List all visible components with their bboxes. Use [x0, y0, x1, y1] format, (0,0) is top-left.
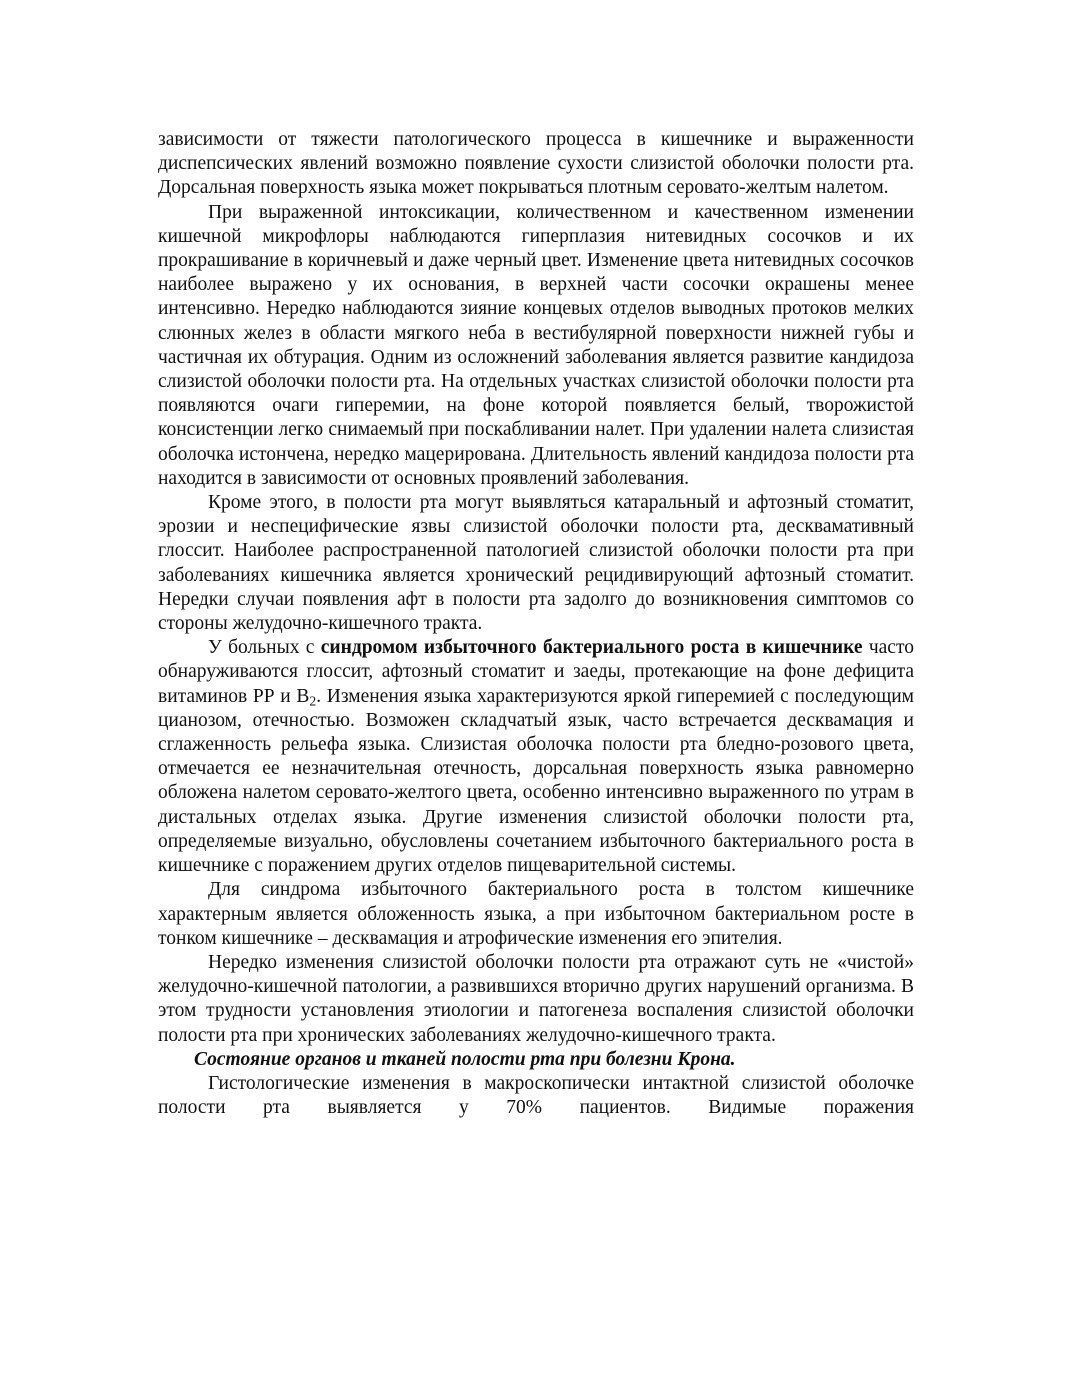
paragraph-5: Для синдрома избыточного бактериального роста в толстом кишечнике характерным является обложенность языка, а при избыточном бактериальном росте в тонком кишечнике – десквамация и атрофические изменения его эпителия.: [158, 879, 914, 949]
paragraph-4: [158, 636, 914, 878]
paragraph-4-end: . Изменения языка характеризуются яркой гиперемией с последующим цианозом, отечностью. Возможен складчатый язык, часто встречается десквамация и сглаженность рельефа языка. Слизистая оболочка полости рта бледно-розового цвета, отмечается ее незначительная отечность, дорсальная поверхность языка равномерно обложена налетом серовато-желтого цвета, особенно интенсивно выраженного по утрам в дистальных отделах языка. Другие изменения слизистой оболочки полости рта, определяемые визуально, обусловлены сочетанием избыточного бактериального роста в кишечнике с поражением других отделов пищеварительной системы.: [158, 685, 914, 877]
section-heading: Состояние органов и тканей полости рта при болезни Крона.: [194, 1048, 736, 1070]
paragraph-4-start: У больных с: [208, 637, 321, 659]
paragraph-4-bold-term: синдромом избыточного бактериального роста в кишечнике: [320, 637, 863, 659]
paragraph-1: зависимости от тяжести патологического процесса в кишечнике и выраженности диспепсических явлений возможно появление сухости слизистой оболочки полости рта. Дорсальная поверхность языка может покрываться плотным серовато-желтым налетом.: [158, 129, 914, 199]
paragraph-3: Кроме этого, в полости рта могут выявляться катаральный и афтозный стоматит, эрозии и неспецифические язвы слизистой оболочки полости рта, десквамативный глоссит. Наиболее распространенной патологией слизистой оболочки полости рта при заболеваниях кишечника является хронический рецидивирующий афтозный стоматит. Нередки случаи появления афт в полости рта задолго до возникновения симптомов со стороны желудочно-кишечного тракта.: [158, 492, 914, 635]
paragraph-7: Гистологические изменения в макроскопически интактной слизистой оболочке полости рта выявляется у 70% пациентов. Видимые поражения: [158, 1072, 914, 1119]
document-page: [158, 128, 914, 1120]
paragraph-4-middle: часто обнаруживаются глоссит, афтозный стоматит и заеды, протекающие на фоне дефицита витаминов РР и В: [158, 637, 914, 707]
paragraph-2: При выраженной интоксикации, количественном и качественном изменении кишечной микрофлоры наблюдаются гиперплазия нитевидных сосочков и их прокрашивание в коричневый и даже черный цвет. Изменение цвета нитевидных сосочков наиболее выражено у их основания, в верхней части сосочки окрашены менее интенсивно. Нередко наблюдаются зияние концевых отделов выводных протоков мелких слюнных желез в области мягкого неба в вестибулярной поверхности нижней губы и частичная их обтурация. Одним из осложнений заболевания является развитие кандидоза слизистой оболочки полости рта. На отдельных участках слизистой оболочки полости рта появляются очаги гиперемии, на фоне которой появляется белый, творожистой консистенции легко снимаемый при поскабливании налет. При удалении налета слизистая оболочка истончена, нередко мацерирована. Длительность явлений кандидоза полости рта находится в зависимости от основных проявлений заболевания.: [158, 201, 914, 489]
paragraph-6: Нередко изменения слизистой оболочки полости рта отражают суть не «чистой» желудочно-кишечной патологии, а развившихся вторично других нарушений организма. В этом трудности установления этиологии и патогенеза воспаления слизистой оболочки полости рта при хронических заболеваниях желудочно-кишечного тракта.: [158, 951, 914, 1046]
vitamin-subscript: 2: [309, 693, 317, 709]
